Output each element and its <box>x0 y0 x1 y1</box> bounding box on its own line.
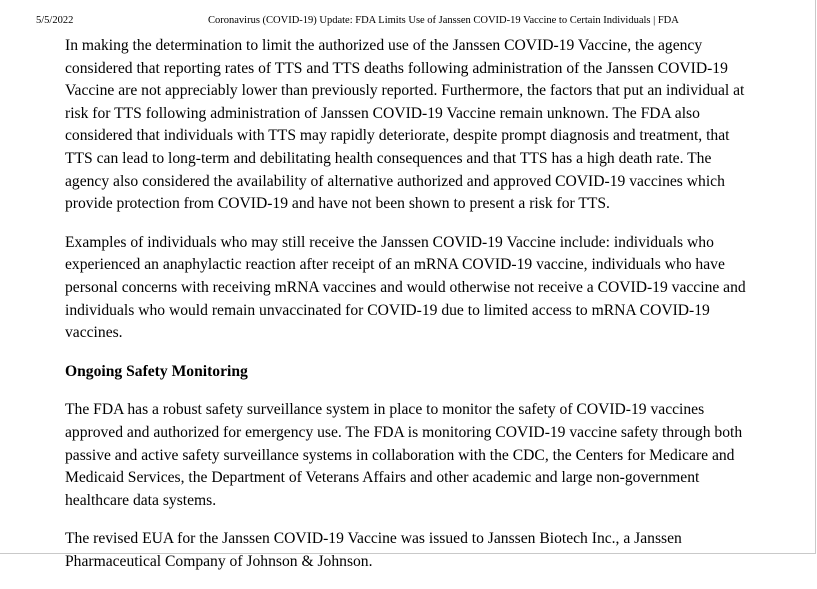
paragraph-eua-issued: The revised EUA for the Janssen COVID-19 Vaccine was issued to Janssen Biotech Inc., a Janssen Pharmaceutical Company of Johnson & Johnson. <box>65 530 682 570</box>
paragraph-examples: Examples of individuals who may still receive the Janssen COVID-19 Vaccine include: individuals who experienced an anaphylactic reaction after receipt of an mRNA COVID-19 vaccine, individuals who have personal concerns with receiving mRNA vaccines and would otherwise not receive a COVID-19 vaccine and individuals who would remain unvaccinated for COVID-19 due to limited access to mRNA COVID-19 vaccines. <box>65 233 746 342</box>
print-header <box>36 14 779 28</box>
article-body <box>65 35 755 589</box>
paragraph-surveillance: The FDA has a robust safety surveillance system in place to monitor the safety of COVID-19 vaccines approved and authorized for emergency use. The FDA is monitoring COVID-19 vaccine safety through both passive and active safety surveillance systems in collaboration with the CDC, the Centers for Medicare and Medicaid Services, the Department of Veterans Affairs and other academic and large non-government healthcare data systems. <box>65 401 743 509</box>
section-heading-safety-monitoring: Ongoing Safety Monitoring <box>65 362 248 380</box>
print-page-title: Coronavirus (COVID-19) Update: FDA Limits Use of Janssen COVID-19 Vaccine to Certain Individuals | FDA <box>208 15 679 26</box>
print-date: 5/5/2022 <box>36 15 74 26</box>
paragraph-determination: In making the determination to limit the authorized use of the Janssen COVID-19 Vaccine, the agency considered that reporting rates of TTS and TTS deaths following administration of the Janssen COVID-19 Vaccine are not appreciably lower than previously reported. Furthermore, the factors that put an individual at risk for TTS following administration of Janssen COVID-19 Vaccine remain unknown. The FDA also considered that individuals with TTS may rapidly deteriorate, despite prompt diagnosis and treatment, that TTS can lead to long-term and debilitating health consequences and that TTS has a high death rate. The agency also considered the availability of alternative authorized and approved COVID-19 vaccines which provide protection from COVID-19 and have not been shown to present a risk for TTS. <box>65 37 745 213</box>
